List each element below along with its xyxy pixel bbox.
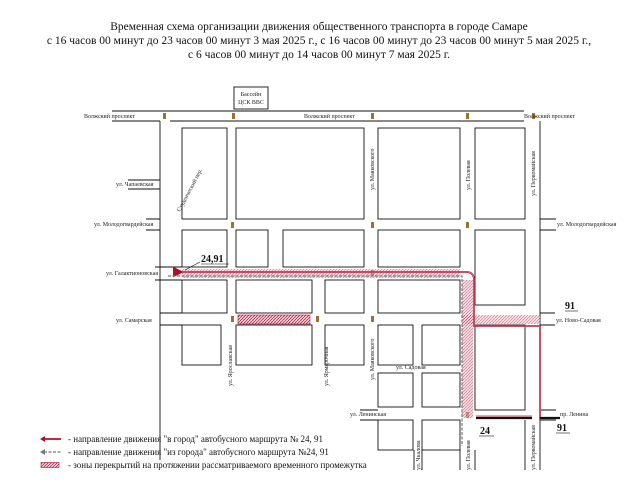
- red-arrow-icon: [40, 436, 62, 442]
- city-block: [422, 420, 460, 450]
- city-block: [325, 325, 364, 365]
- traffic-light-icon: [466, 222, 469, 228]
- street-label-pervomayskaya: ул. Первомайская: [531, 425, 537, 470]
- city-block: [236, 230, 268, 267]
- traffic-light-icon: [371, 222, 374, 228]
- traffic-light-icon: [371, 113, 374, 119]
- street-label-volzhsky: Волжский проспект: [304, 114, 355, 120]
- street-label-polevaya: ул. Полевая: [466, 160, 472, 190]
- city-block: [182, 280, 227, 313]
- legend-row-closures: [40, 458, 367, 471]
- galaktionovskaya-edges: [155, 267, 182, 280]
- landmark-line-2: ЦСК ВВС: [238, 100, 264, 106]
- title-line-3: с 6 часов 00 минут до 14 часов 00 минут 7 мая 2025 г.: [187, 49, 451, 61]
- city-block: [378, 325, 413, 365]
- street-label-studencheskiy: Студенческий пер.: [176, 167, 205, 213]
- novo-sadovaya-edges: [540, 313, 555, 325]
- street-label-pervomayskaya: ул. Первомайская: [531, 151, 537, 196]
- landmark-line-1: Бассейн: [240, 92, 262, 98]
- route-label-leader: [185, 262, 200, 270]
- map-legend: [40, 432, 367, 471]
- traffic-lights: [163, 113, 535, 418]
- city-block: [378, 128, 460, 219]
- traffic-light-icon: [231, 316, 234, 322]
- city-block: [475, 325, 525, 410]
- city-block: [475, 128, 525, 219]
- street-label-molodogvardeyskaya: ул. Молодогвардейская: [557, 222, 617, 228]
- route-label-24-91: 24,91: [201, 254, 224, 265]
- route-labels: [185, 254, 578, 437]
- city-block: [422, 373, 460, 407]
- city-block: [378, 280, 460, 313]
- city-block: [236, 280, 312, 313]
- street-label-pr-lenina: пр. Ленина: [560, 412, 589, 418]
- south-street-stubs: [414, 420, 540, 470]
- route-label-24-lenina: 24: [480, 426, 490, 437]
- street-label-yaroslavskaya: ул. Ярославская: [228, 345, 234, 386]
- title-line-2: с 16 часов 00 минут до 23 часов 00 минут 3 мая 2025 г., с 16 часов 00 минут до 23 часов 00 минут 5 мая 2025 г.,: [46, 35, 592, 47]
- city-block: [182, 128, 227, 219]
- traffic-light-icon: [316, 316, 319, 322]
- city-block: [283, 230, 364, 267]
- street-label-leninskaya: ул. Ленинская: [350, 412, 386, 418]
- city-block: [475, 230, 525, 305]
- street-label-novo-sadovaya: ул. Ново-Садовая: [556, 318, 601, 324]
- gray-arrow-icon: [40, 449, 62, 455]
- title-line-1: Временная схема организации движения общественного транспорта в городе Самаре: [110, 21, 528, 33]
- closure-zone-samarskaya: [238, 315, 310, 324]
- traffic-light-icon: [466, 113, 469, 119]
- landmark-pool: [234, 87, 268, 109]
- closure-zone-galaktionovskaya: [182, 269, 460, 278]
- traffic-light-icon: [231, 222, 234, 228]
- city-block: [236, 128, 364, 219]
- samarskaya-edges: [160, 313, 182, 325]
- city-block: [182, 325, 221, 365]
- street-label-chapaevskaya: ул. Чапаевская: [116, 182, 154, 188]
- closure-zone-polevaya: [462, 280, 473, 418]
- traffic-light-icon: [371, 316, 374, 322]
- street-label-samarskaya: ул. Самарская: [116, 318, 152, 324]
- route-from-city: [168, 276, 462, 446]
- route-label-91-lenina: 91: [557, 423, 567, 434]
- street-label-chkalova: ул. Чкалова: [416, 440, 422, 470]
- street-label-mayakovskogo: ул. Маяковского: [370, 148, 376, 190]
- city-block: [378, 373, 413, 407]
- street-labels: [84, 113, 617, 470]
- street-label-galaktionovskaya: ул. Галактионовская: [106, 271, 159, 277]
- legend-text-closures: - зоны перекрытий на протяжении рассматриваемого временного промежутка: [68, 459, 367, 470]
- traffic-light-icon: [232, 113, 235, 119]
- street-label-volzhsky: Волжский проспект: [84, 114, 135, 120]
- street-label-yarmarochnaya: ул. Ярмарочная: [324, 346, 330, 386]
- hatch-swatch-icon: [40, 462, 62, 468]
- molodogvardeyskaya-east-edges: [540, 219, 556, 230]
- legend-row-from-city: [40, 445, 367, 458]
- street-label-molodogvardeyskaya: ул. Молодогвардейская: [94, 222, 154, 228]
- traffic-light-icon: [163, 113, 166, 119]
- legend-text-from-city: - направление движения "из города" автобусного маршрута №24, 91: [68, 446, 329, 457]
- street-label-sadovaya: ул. Садовая: [396, 365, 426, 371]
- city-block: [378, 230, 460, 267]
- street-label-mayakovskogo: ул. Маяковского: [370, 338, 376, 380]
- city-block: [422, 325, 460, 365]
- city-block: [236, 325, 312, 365]
- city-block: [325, 280, 364, 313]
- street-label-polevaya: ул. Полевая: [466, 440, 472, 470]
- legend-row-to-city: [40, 432, 367, 445]
- legend-text-to-city: - направление движения "в город" автобусного маршрута № 24, 91: [68, 433, 324, 444]
- street-label-volzhsky: Волжский проспект: [524, 114, 575, 120]
- route-label-91-novo-sadovaya: 91: [565, 301, 575, 312]
- city-block: [378, 420, 413, 450]
